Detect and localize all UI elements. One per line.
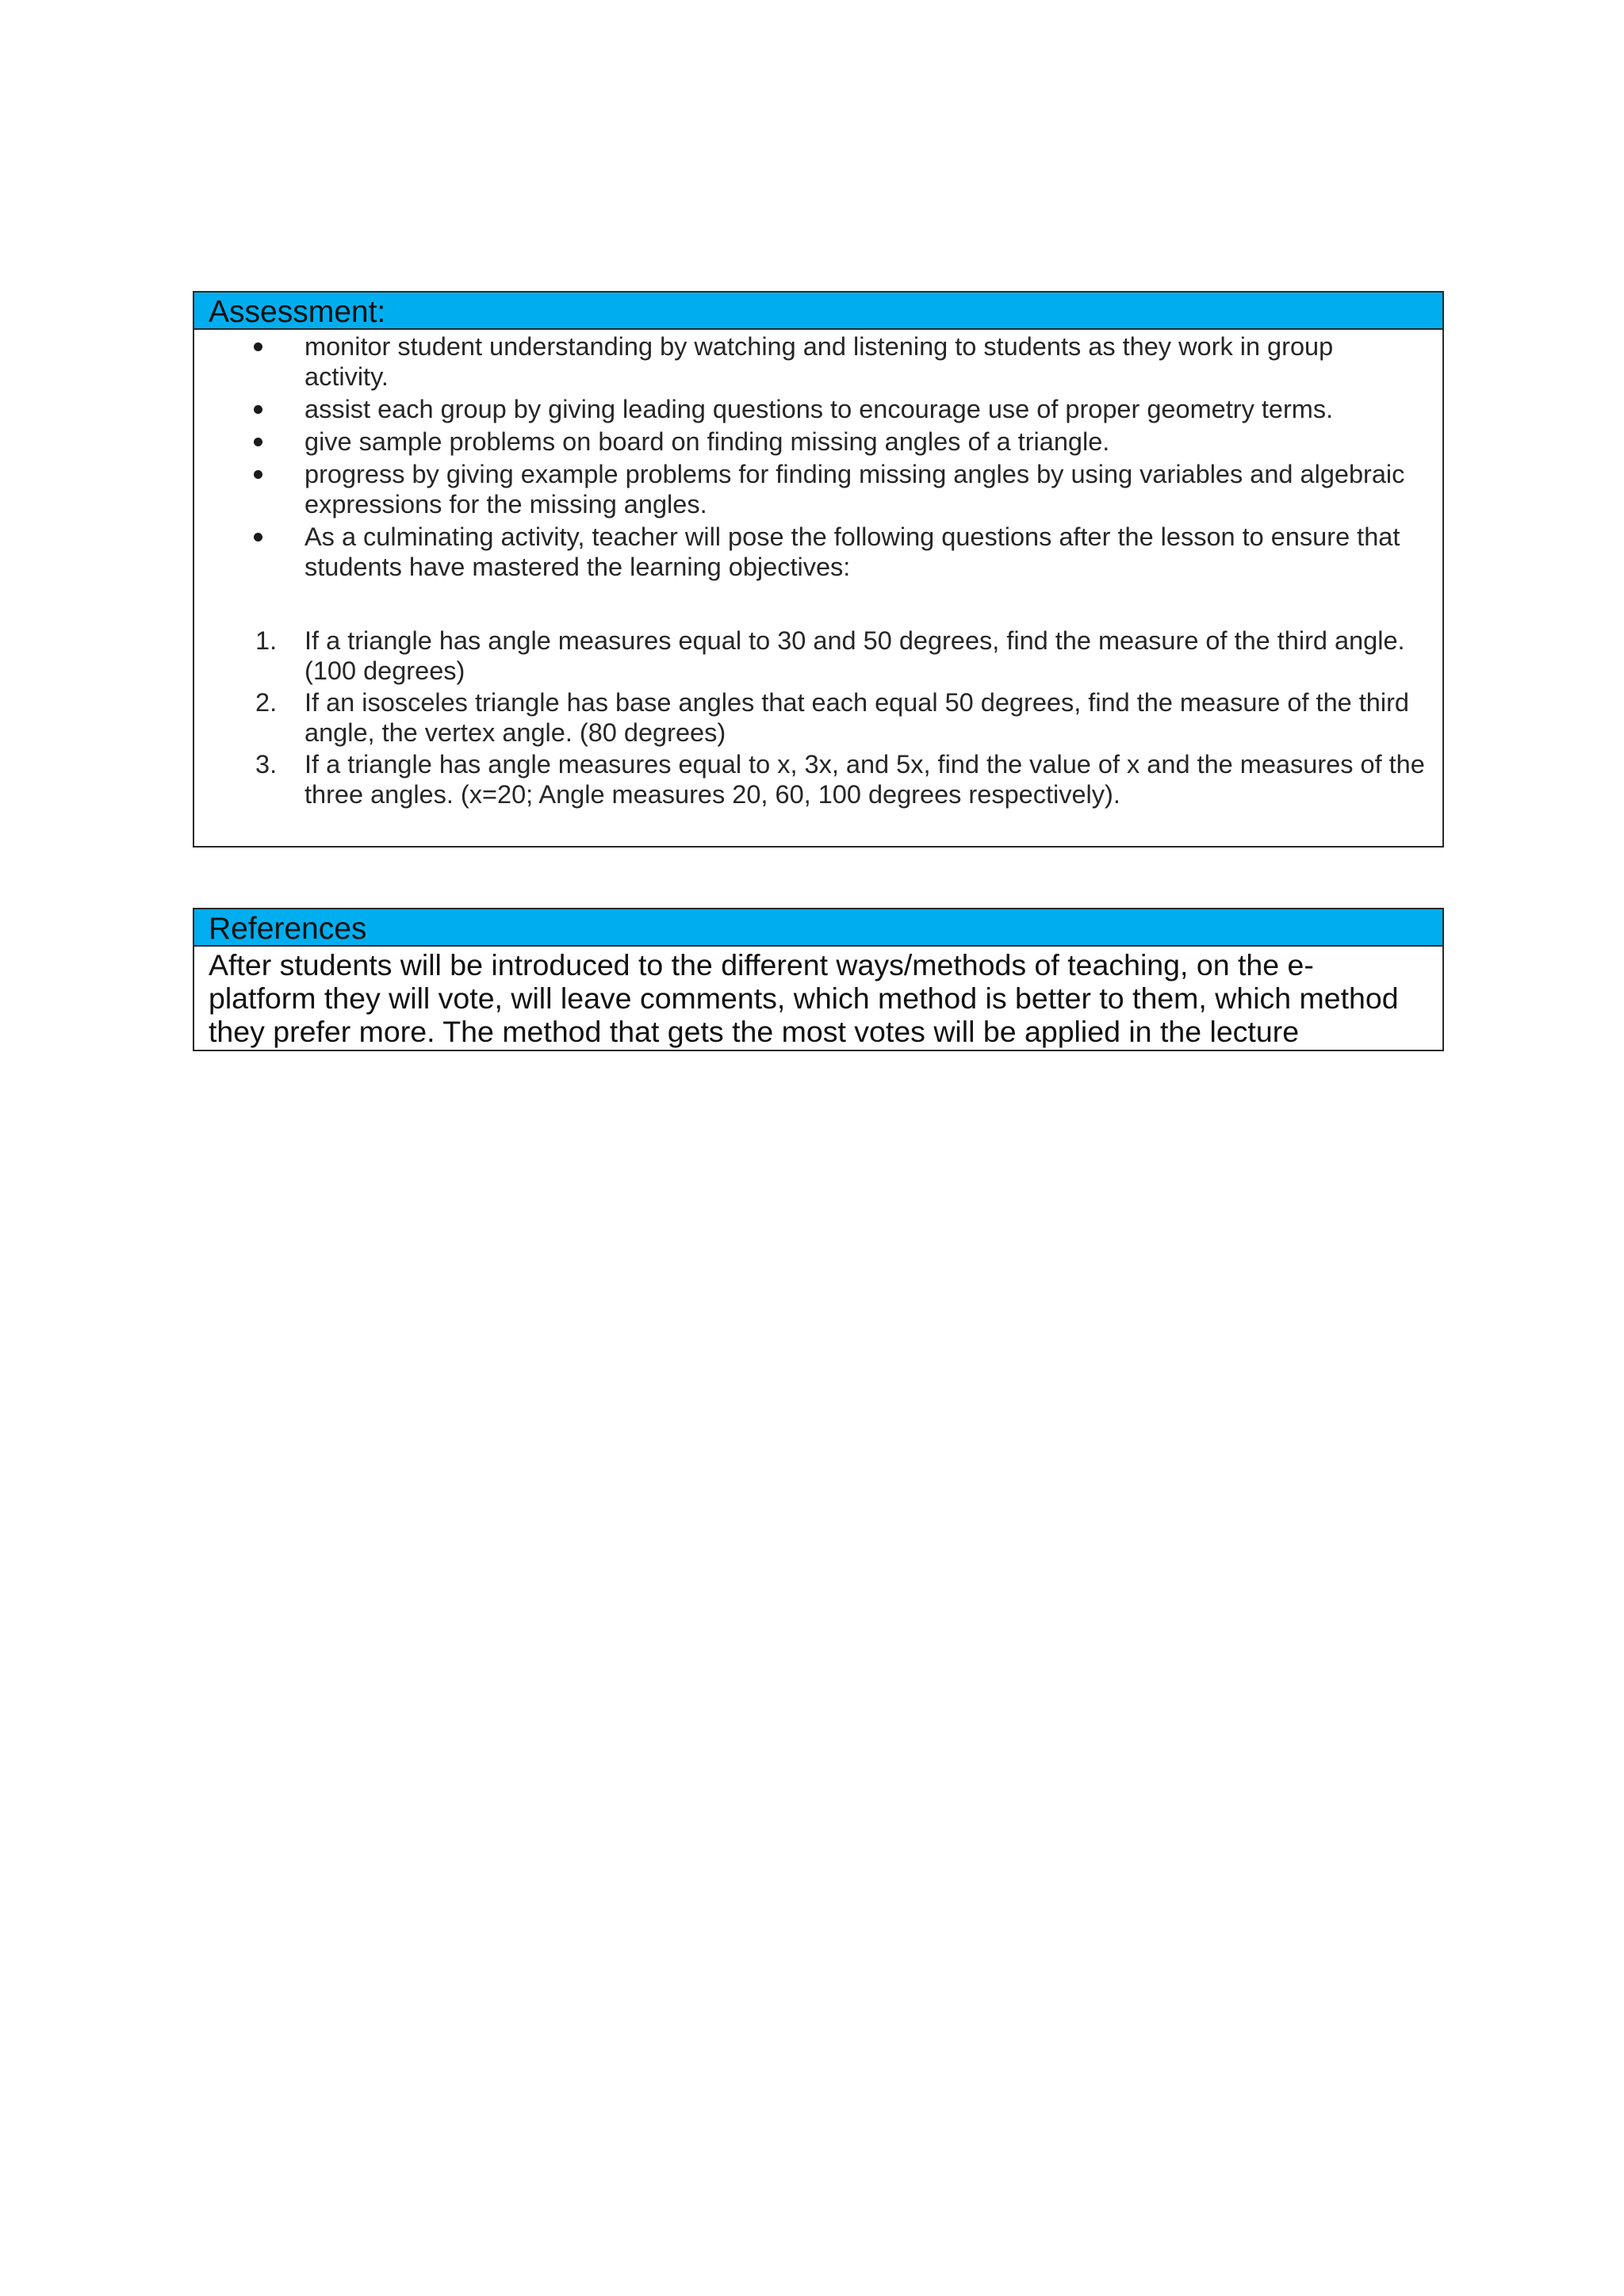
bullet-text: progress by giving example problems for finding missing angles by using variables and algebraic expressions for the missing angles. (304, 460, 1405, 519)
question-item (194, 749, 1442, 809)
assessment-header: Assessment: (194, 293, 1442, 330)
bullet-item (194, 331, 1442, 392)
bullet-icon (254, 470, 262, 479)
question-text: If a triangle has angle measures equal to 30 and 50 degrees, find the measure of the third angle. (100 degrees) (304, 626, 1405, 685)
question-item (194, 687, 1442, 748)
question-number: 2. (255, 688, 278, 717)
bullet-item (194, 522, 1442, 582)
bullet-text: give sample problems on board on finding missing angles of a triangle. (304, 427, 1110, 456)
bullet-icon (254, 405, 262, 414)
bullet-text: assist each group by giving leading questions to encourage use of proper geometry terms. (304, 395, 1334, 423)
assessment-bullet-list (194, 331, 1442, 584)
bullet-text: monitor student understanding by watching and listening to students as they work in group activity. (304, 332, 1334, 391)
references-section (193, 908, 1444, 1051)
assessment-question-list (194, 626, 1442, 811)
bullet-icon (254, 342, 262, 351)
question-number: 1. (255, 626, 278, 655)
references-text: After students will be introduced to the different ways/methods of teaching, on the e- platform they will vote, will leave comments, which method is better to them, which method they prefer more. The method that gets the most votes will be applied in the lecture (209, 948, 1399, 1048)
bullet-item (194, 459, 1442, 519)
bullet-item (194, 394, 1442, 424)
bullet-icon (254, 533, 262, 541)
question-text: If an isosceles triangle has base angles that each equal 50 degrees, find the measure of the third angle, the vertex angle. (80 degrees) (304, 688, 1409, 747)
bullet-item (194, 427, 1442, 457)
question-item (194, 626, 1442, 686)
question-number: 3. (255, 750, 278, 779)
question-text: If a triangle has angle measures equal to x, 3x, and 5x, find the value of x and the measures of the three angles. (x=20; Angle measures 20, 60, 100 degrees respectively). (304, 750, 1425, 809)
bullet-text: As a culminating activity, teacher will pose the following questions after the lesson to ensure that students have mastered the learning objectives: (304, 522, 1400, 581)
assessment-section (193, 291, 1444, 848)
references-header: References (194, 909, 1442, 947)
bullet-icon (254, 438, 262, 446)
